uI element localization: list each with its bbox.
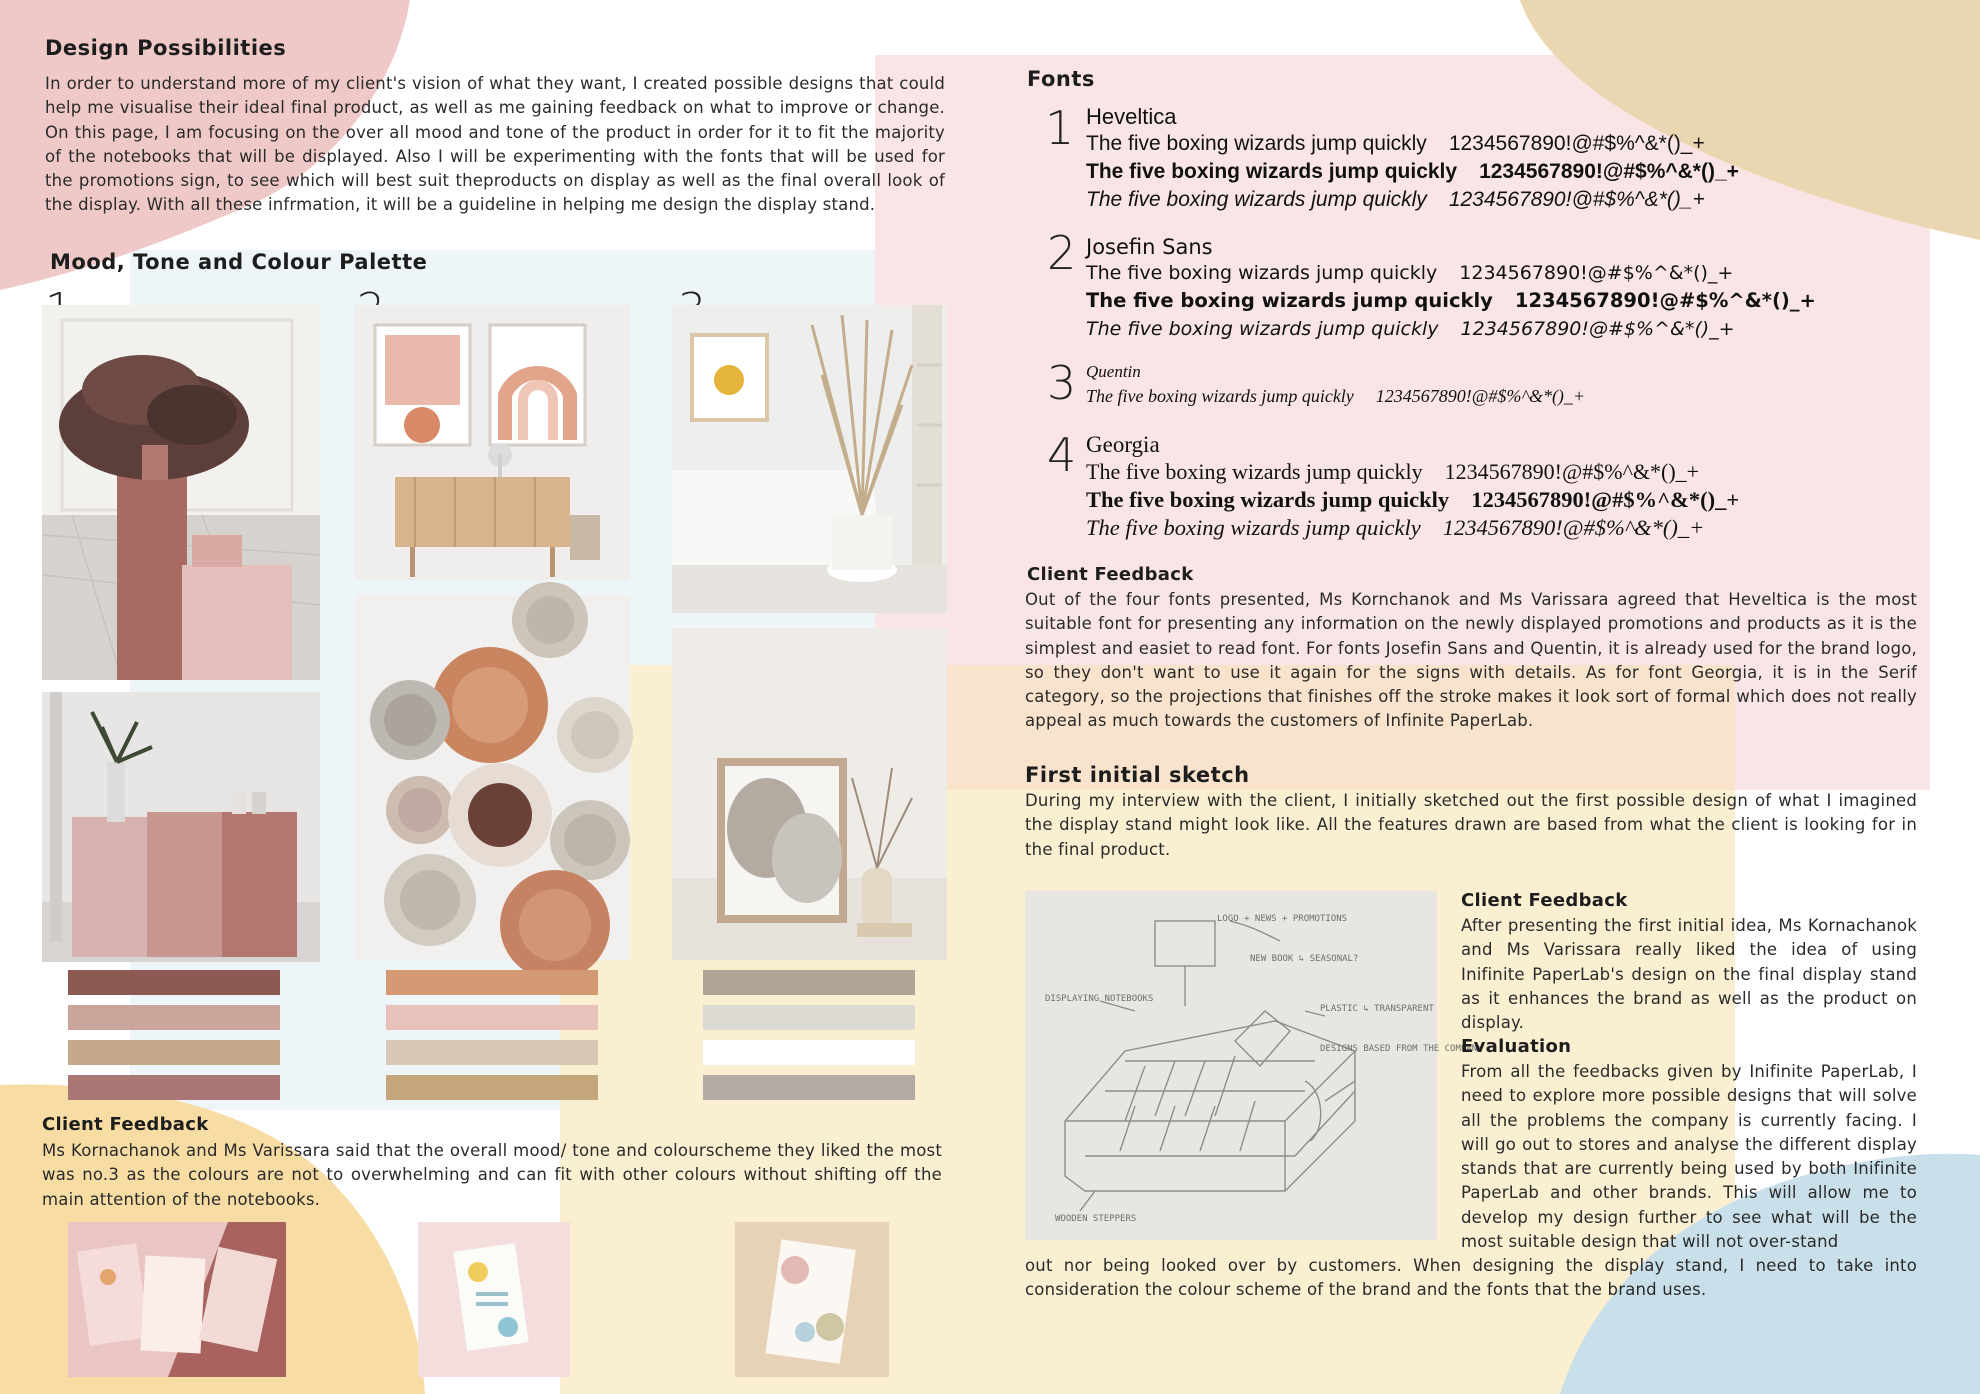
sketch-label-designs: DESIGNS BASED FROM THE COMPANY bbox=[1320, 1044, 1483, 1054]
sample-text: The five boxing wizards jump quickly bbox=[1086, 459, 1423, 484]
sample-text: The five boxing wizards jump quickly bbox=[1086, 160, 1458, 183]
design-possibilities-title: Design Possibilities bbox=[45, 36, 287, 60]
sample-text: The five boxing wizards jump quickly bbox=[1086, 289, 1493, 312]
palette-1-swatch-2 bbox=[68, 1005, 280, 1030]
mood-feedback-title: Client Feedback bbox=[42, 1114, 209, 1135]
fonts-title: Fonts bbox=[1027, 67, 1095, 91]
sketch-label-plastic: PLASTIC ↳ TRANSPARENT bbox=[1320, 1004, 1434, 1014]
sketch-feedback-text: After presenting the first initial idea, Ms Kornachanok and Ms Varissara really liked the idea of using Inifinite PaperLab's design on the final display stand as it enhances the brand as well as the product on display. bbox=[1461, 916, 1917, 1033]
fonts-feedback-title: Client Feedback bbox=[1027, 564, 1194, 585]
evaluation-title: Evaluation bbox=[1461, 1036, 1572, 1057]
sample-text: The five boxing wizards jump quickly bbox=[1086, 132, 1427, 155]
font-line-regular bbox=[1086, 130, 1739, 158]
sample-nums: 1234567890!@#$%^&*()_+ bbox=[1460, 318, 1735, 340]
evaluation-text-continued: out nor being looked over by customers. When designing the display stand, I need to take into consideration the colour scheme of the brand and the fonts that the brand uses. bbox=[1025, 1256, 1917, 1300]
font-name-quentin: Quentin bbox=[1086, 362, 1141, 381]
font-sample-heveltica bbox=[1086, 104, 1739, 214]
palette-1-swatch-1 bbox=[68, 970, 280, 995]
evaluation-text: From all the feedbacks given by Inifinite PaperLab, I need to explore more possible designs that will solve all the problems the company is currently facing. I will go out to stores and analyse the different display stands that are currently being used by both Inifinite PaperLab and other brands. This will allow me to develop my design further to see what will be the most suitable design that will not over-stand bbox=[1461, 1062, 1917, 1252]
sample-nums: 1234567890!@#$%^&*()_+ bbox=[1459, 262, 1734, 284]
sketch-text: During my interview with the client, I initially sketched out the first possible design of what I imagined the display stand might look like. All the features drawn are based from what the client is looking for in the final product. bbox=[1025, 791, 1917, 859]
sample-text: The five boxing wizards jump quickly bbox=[1086, 318, 1439, 340]
mood-feedback-text: Ms Kornachanok and Ms Varissara said that the overall mood/ tone and colourscheme they liked the most was no.3 as the colours are not to overwhelming and can fit with other colours without shifting off the main attention of the notebooks. bbox=[42, 1141, 942, 1209]
font-line-italic bbox=[1086, 186, 1739, 214]
font-name-josefin: Josefin Sans bbox=[1086, 235, 1213, 259]
font-number-1: 1 bbox=[1045, 101, 1075, 155]
palette-2-swatch-3 bbox=[386, 1040, 598, 1065]
font-line-regular bbox=[1086, 259, 1816, 287]
font-number-2: 2 bbox=[1047, 226, 1077, 280]
sketch-label-logo: LOGO + NEWS + PROMOTIONS bbox=[1217, 914, 1348, 924]
font-line-bold bbox=[1086, 158, 1739, 186]
font-sample-josefin bbox=[1086, 235, 1816, 343]
sketch-label-new-book: NEW BOOK ↳ SEASONAL? bbox=[1250, 954, 1359, 964]
notebook-photo-2 bbox=[418, 1222, 570, 1377]
sketch-label-displaying: DISPLAYING NOTEBOOKS bbox=[1045, 994, 1154, 1004]
notebook-photo-3 bbox=[735, 1222, 889, 1377]
font-line-italic bbox=[1086, 514, 1739, 542]
palette-3-swatch-4 bbox=[703, 1075, 915, 1100]
sketch-title: First initial sketch bbox=[1025, 763, 1250, 787]
sample-nums: 1234567890!@#$%^&*()_+ bbox=[1471, 487, 1740, 512]
palette-2-swatch-4 bbox=[386, 1075, 598, 1100]
palette-1-swatch-4 bbox=[68, 1075, 280, 1100]
sketch-label-wooden: WOODEN STEPPERS bbox=[1055, 1214, 1137, 1224]
mood3-photo-framed-art-vase bbox=[672, 628, 947, 960]
palette-2-swatch-2 bbox=[386, 1005, 598, 1030]
notebook-photo-1 bbox=[68, 1222, 286, 1377]
sketch-feedback-title: Client Feedback bbox=[1461, 890, 1628, 911]
sketch-image bbox=[1025, 891, 1483, 1240]
font-name-georgia: Georgia bbox=[1086, 432, 1160, 457]
design-intro-paragraph: In order to understand more of my client's vision of what they want, I created possible designs that could help me visualise their ideal final product, as well as me gaining feedback on what to improve or change. On this page, I am focusing on the over all mood and tone of the product in order for it to fit the majority of the notebooks that will be displayed. Also I will be experimenting with the fonts that will be used for the promotions sign, to see which will best suit theproducts on display as well as the final overall look of the display. With all these infrmation, it will be a guideline in helping me design the display stand. bbox=[45, 74, 945, 215]
font-line-bold bbox=[1086, 486, 1739, 514]
mood-tone-palette-title: Mood, Tone and Colour Palette bbox=[50, 250, 428, 274]
sample-nums: 1234567890!@#$%^&*()_+ bbox=[1514, 289, 1816, 312]
sample-nums: 1234567890!@#$%^&*()_+ bbox=[1442, 515, 1705, 540]
sample-text: The five boxing wizards jump quickly bbox=[1086, 515, 1421, 540]
palette-3-swatch-1 bbox=[703, 970, 915, 995]
mood1-photo-pink-boxes bbox=[42, 692, 320, 962]
font-line-italic bbox=[1086, 315, 1816, 343]
font-line-script bbox=[1086, 382, 1585, 410]
font-number-4: 4 bbox=[1047, 428, 1077, 482]
palette-2-swatch-1 bbox=[386, 970, 598, 995]
palette-3-swatch-3 bbox=[703, 1040, 915, 1065]
sample-nums: 1234567890!@#$%^&*()_+ bbox=[1479, 160, 1739, 183]
mood3-photo-table-grass bbox=[672, 305, 947, 613]
sample-text: The five boxing wizards jump quickly bbox=[1086, 262, 1438, 284]
font-sample-quentin bbox=[1086, 362, 1585, 410]
sample-text: The five boxing wizards jump quickly bbox=[1086, 386, 1354, 406]
font-name-heveltica: Heveltica bbox=[1086, 104, 1177, 129]
sample-nums: 1234567890!@#$%^&*()_+ bbox=[1375, 386, 1586, 406]
font-line-bold bbox=[1086, 287, 1816, 315]
palette-1-swatch-3 bbox=[68, 1040, 280, 1065]
mood2-photo-sideboard bbox=[355, 305, 630, 580]
sample-nums: 1234567890!@#$%^&*()_+ bbox=[1448, 188, 1705, 211]
mood1-photo-plant-pedestals bbox=[42, 305, 320, 680]
font-sample-georgia bbox=[1086, 432, 1739, 542]
sample-nums: 1234567890!@#$%^&*()_+ bbox=[1444, 459, 1700, 484]
sample-nums: 1234567890!@#$%^&*()_+ bbox=[1448, 132, 1705, 155]
sample-text: The five boxing wizards jump quickly bbox=[1086, 188, 1427, 211]
fonts-feedback-text: Out of the four fonts presented, Ms Kornchanok and Ms Varissara agreed that Heveltica is the most suitable font for presenting any information on the newly displayed promotions and products as it is the simplest and easiet to read font. For fonts Josefin Sans and Quentin, it is already used for the brand logo, so they don't want to use it again for the signs with details. As for font Georgia, it is in the Serif category, so the projections that finishes off the stroke makes it look sort of formal which does not really appeal as much towards the customers of Infinite PaperLab. bbox=[1025, 590, 1917, 731]
sample-text: The five boxing wizards jump quickly bbox=[1086, 487, 1450, 512]
font-line-regular bbox=[1086, 458, 1739, 486]
palette-3-swatch-2 bbox=[703, 1005, 915, 1030]
font-number-3: 3 bbox=[1047, 356, 1077, 410]
mood2-photo-plates bbox=[355, 595, 630, 960]
